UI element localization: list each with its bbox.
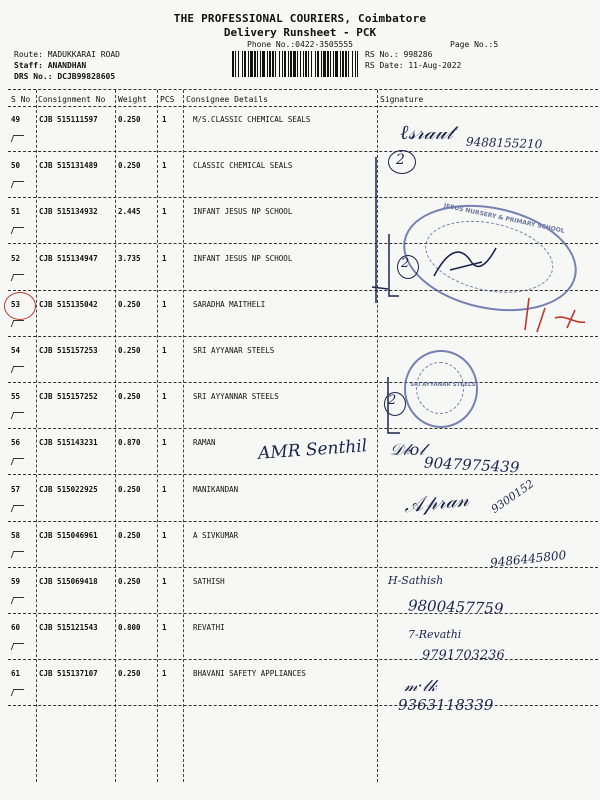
row-consignee: M/S.CLASSIC CHEMICAL SEALS [193, 115, 311, 124]
tick-mark [11, 505, 25, 512]
row-sno: 53 [11, 299, 21, 309]
row-weight: 2.445 [118, 207, 141, 217]
rs-number: RS No.: 998286 [365, 50, 433, 59]
row-sno: 59 [11, 577, 21, 586]
barcode-bar [250, 51, 253, 77]
row-consignment-no: CJB 515137107 [39, 669, 98, 679]
phone-number: Phone No.:0422-3505555 [247, 40, 353, 49]
barcode-bar [355, 51, 356, 77]
barcode-bar [235, 51, 236, 77]
row-consignment-no: CJB 515143231 [39, 438, 98, 448]
row-consignment-no: CJB 515131489 [39, 161, 98, 171]
barcode-bar [254, 51, 256, 77]
barcode-bar [357, 51, 358, 77]
signature-scribble: 𝓂·𝓁𝓀 [404, 676, 437, 695]
row-sno: 51 [11, 207, 21, 217]
row-sno: 54 [11, 346, 21, 355]
row-weight: 0.250 [118, 161, 141, 171]
handwritten-phone: 9363118339 [398, 696, 494, 714]
barcode-bar [272, 51, 274, 77]
row-sno: 60 [11, 623, 21, 633]
tick-mark [11, 227, 25, 234]
handwritten-phone: 9791703236 [422, 648, 505, 663]
barcode-bar [282, 51, 283, 77]
barcode-bar [288, 51, 289, 77]
barcode-bar [257, 51, 258, 77]
barcode-bar [321, 51, 322, 77]
steels-stamp-text: SRI AYYANAR STEELS [410, 382, 476, 388]
row-consignment-no: CJB 515121543 [39, 623, 98, 633]
barcode-bar [340, 51, 341, 77]
rs-date: RS Date: 11-Aug-2022 [365, 61, 462, 70]
red-circle-mark [4, 292, 36, 320]
barcode-bar [323, 51, 326, 77]
tick-mark [11, 689, 25, 696]
row-weight: 3.735 [118, 253, 141, 263]
row-consignment-no: CJB 515157252 [39, 392, 98, 402]
row-divider [8, 659, 598, 660]
barcode-bar [342, 51, 344, 77]
row-pcs: 1 [162, 253, 167, 263]
staff-label: Staff: ANANDHAN [14, 61, 87, 70]
row-consignment-no: CJB 515046961 [39, 530, 98, 540]
col-pcs-header: PCS [160, 95, 175, 104]
header-top-rule [8, 89, 598, 90]
barcode-bar [290, 51, 292, 77]
barcode-bar [293, 51, 296, 77]
tick-mark [11, 551, 25, 558]
row-consignee: INFANT JESUS NP SCHOOL [193, 253, 293, 263]
signature-scribble: ℓ𝓈𝓇𝒶𝓊𝓉 [400, 120, 454, 144]
barcode-bar [238, 51, 239, 77]
barcode-bar [300, 51, 301, 77]
row-consignee: MANIKANDAN [193, 484, 239, 494]
row-consignment-no: CJB 515134932 [39, 207, 98, 217]
col-consignee-header: Consignee Details [186, 95, 268, 104]
company-title: THE PROFESSIONAL COURIERS, Coimbatore [173, 12, 427, 25]
signature-scribble: 𝒟𝒷𝑜𝓁 [390, 440, 425, 459]
row-weight: 0.250 [118, 484, 141, 494]
barcode-bar [305, 51, 307, 77]
barcode-bar [330, 51, 331, 77]
row-consignee: BHAVANI SAFETY APPLIANCES [193, 669, 306, 679]
row-divider [8, 197, 598, 198]
row-consignment-no: CJB 515134947 [39, 253, 98, 263]
barcode-bar [279, 51, 280, 77]
tick-mark [11, 274, 25, 281]
row-consignee: SRI AYYANNAR STEELS [193, 392, 279, 402]
barcode-image [232, 51, 358, 77]
row-consignee: RAMAN [193, 438, 216, 448]
barcode-bar [333, 51, 334, 77]
row-consignee: REVATHI [193, 623, 225, 633]
row-sno: 55 [11, 392, 21, 402]
handwritten-phone: 9300152 [488, 477, 537, 516]
row-consignee: SATHISH [193, 577, 225, 586]
row-sno: 58 [11, 530, 21, 540]
row-consignee: SARADHA MAITHELI [193, 299, 266, 309]
signature-scribble [430, 240, 500, 284]
row-weight: 0.250 [118, 530, 141, 540]
tick-mark [11, 412, 25, 419]
row-weight: 0.870 [118, 438, 141, 448]
tick-mark [11, 458, 25, 465]
row-consignee: SRI AYYANAR STEELS [193, 346, 275, 355]
barcode-bar [297, 51, 298, 77]
row-pcs: 1 [162, 115, 167, 124]
row-weight: 0.250 [118, 669, 141, 679]
tick-mark [11, 366, 25, 373]
barcode-bar [345, 51, 347, 77]
row-consignee: A SIVKUMAR [193, 530, 239, 540]
row-pcs: 1 [162, 392, 167, 402]
row-weight: 0.800 [118, 623, 141, 633]
circled-number: 2 [388, 393, 397, 408]
barcode-bar [315, 51, 316, 77]
barcode-bar [269, 51, 271, 77]
col-signature-header: Signature [380, 95, 424, 104]
col-weight-header: Weight [118, 95, 147, 104]
row-consignment-no: CJB 515157253 [39, 346, 98, 355]
barcode-bar [308, 51, 309, 77]
route-label: Route: MADUKKARAI ROAD [14, 50, 120, 59]
school-stamp-text: JESUS NURSERY & PRIMARY SCHOOL [443, 202, 566, 235]
row-sno: 52 [11, 253, 21, 263]
header-bottom-rule [8, 106, 598, 107]
row-divider [8, 521, 598, 522]
row-sno: 50 [11, 161, 21, 171]
row-pcs: 1 [162, 346, 167, 355]
row-sno: 61 [11, 669, 21, 679]
row-divider [8, 428, 598, 429]
row-pcs: 1 [162, 161, 167, 171]
circled-number: 2 [401, 256, 410, 271]
row-divider [8, 151, 598, 152]
handwritten-phone: 9800457759 [407, 596, 504, 618]
barcode-bar [244, 51, 246, 77]
row-weight: 0.250 [118, 299, 141, 309]
barcode-bar [248, 51, 249, 77]
barcode-bar [317, 51, 319, 77]
tick-mark [11, 135, 25, 142]
tick-mark [11, 181, 25, 188]
row-weight: 0.250 [118, 346, 141, 355]
barcode-bar [267, 51, 268, 77]
barcode-bar [242, 51, 243, 77]
row-sno: 49 [11, 115, 21, 124]
barcode-bar [335, 51, 338, 77]
col-consignment-header: Consignment No [38, 95, 106, 104]
col-divider [115, 90, 116, 782]
barcode-bar [275, 51, 276, 77]
row-divider [8, 705, 598, 706]
circled-number: 2 [396, 152, 405, 168]
row-weight: 0.250 [118, 577, 141, 586]
steels-stamp [404, 350, 478, 428]
row-sno: 56 [11, 438, 21, 448]
row-sno: 57 [11, 484, 21, 494]
row-consignment-no: CJB 515111597 [39, 115, 98, 124]
signature-scribble: 𝒜𝓅𝓇𝒶𝓃 [402, 486, 470, 518]
row-pcs: 1 [162, 484, 167, 494]
row-consignee: INFANT JESUS NP SCHOOL [193, 207, 293, 217]
row-pcs: 1 [162, 577, 167, 586]
row-consignee: CLASSIC CHEMICAL SEALS [193, 161, 293, 171]
row-consignment-no: CJB 515069418 [39, 577, 98, 586]
handwritten-signature: AMR Senthil [257, 436, 368, 464]
barcode-bar [262, 51, 265, 77]
tick-mark [11, 643, 25, 650]
barcode-bar [352, 51, 353, 77]
col-divider [183, 90, 184, 782]
row-pcs: 1 [162, 438, 167, 448]
barcode-bar [232, 51, 234, 77]
barcode-bar [260, 51, 261, 77]
row-pcs: 1 [162, 299, 167, 309]
row-divider [8, 382, 598, 383]
col-sno-header: S No [11, 95, 31, 104]
handwritten-phone: 9486445800 [489, 548, 567, 570]
barcode-bar [348, 51, 349, 77]
col-divider [157, 90, 158, 782]
handwritten-signature: 7-Revathi [408, 628, 462, 641]
handwritten-phone: 9488155210 [465, 134, 543, 152]
red-scribble-mark [515, 288, 595, 338]
barcode-bar [311, 51, 312, 77]
runsheet-title: Delivery Runsheet - PCK [223, 26, 377, 39]
tick-mark [11, 597, 25, 604]
row-divider [8, 613, 598, 614]
row-pcs: 1 [162, 530, 167, 540]
tick-mark [11, 320, 25, 327]
barcode-bar [327, 51, 329, 77]
barcode-bar [284, 51, 286, 77]
row-pcs: 1 [162, 669, 167, 679]
handwritten-signature: H-Sathish [388, 574, 444, 587]
row-consignment-no: CJB 515135042 [39, 299, 98, 309]
row-consignment-no: CJB 515022925 [39, 484, 98, 494]
handwritten-phone: 9047975439 [423, 453, 520, 477]
row-weight: 0.250 [118, 115, 141, 124]
col-divider [36, 90, 37, 782]
barcode-bar [303, 51, 304, 77]
row-divider [8, 336, 598, 337]
row-weight: 0.250 [118, 392, 141, 402]
page-number: Page No.:5 [450, 40, 499, 49]
row-pcs: 1 [162, 207, 167, 217]
row-pcs: 1 [162, 623, 167, 633]
drs-number: DRS No.: DCJB99828605 [14, 72, 116, 81]
